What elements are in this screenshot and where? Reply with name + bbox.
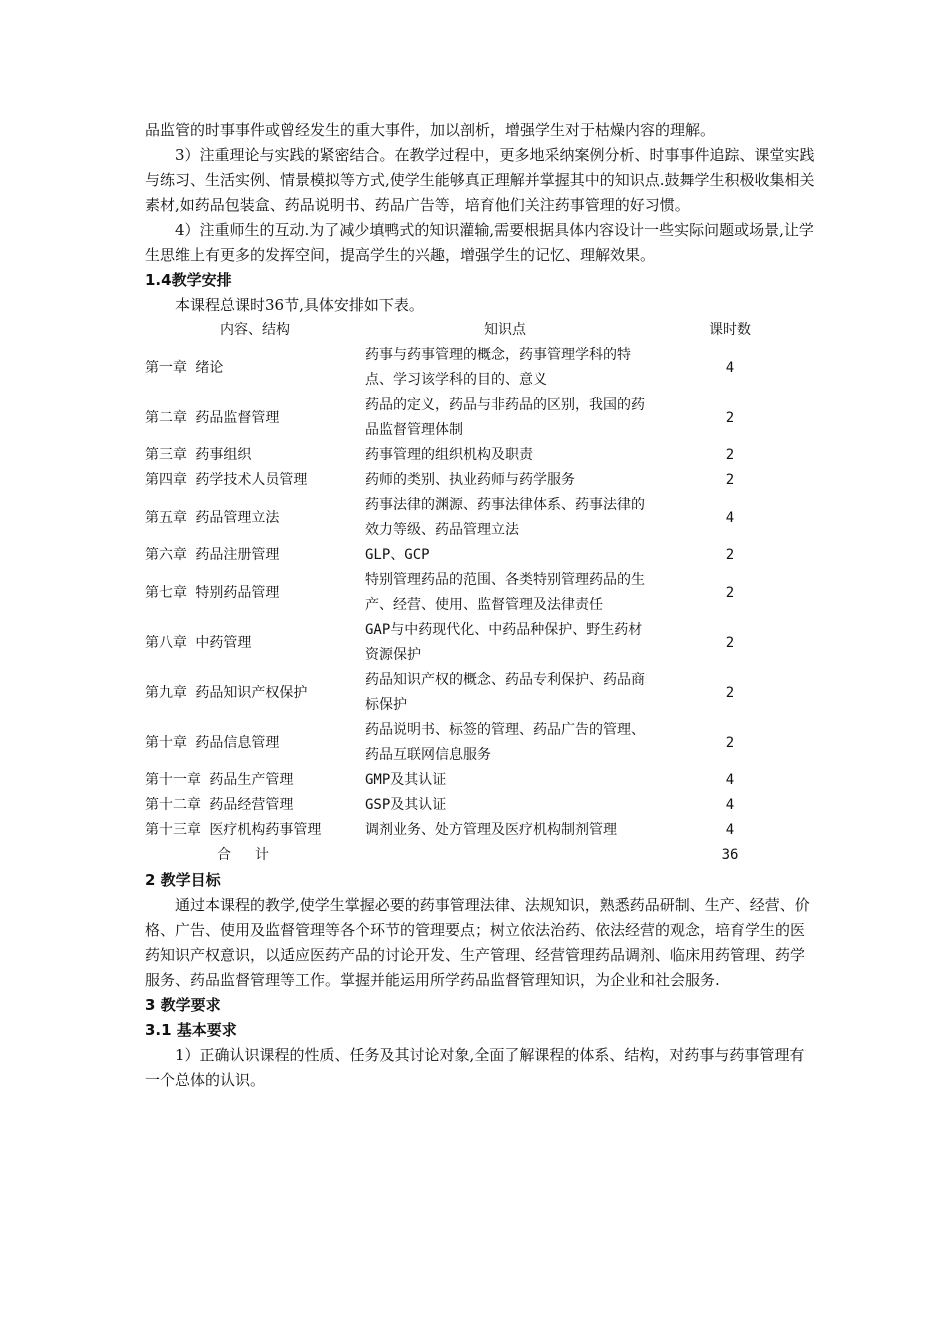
knowledge-cell: GLP、GCP — [365, 547, 430, 563]
table-row — [145, 393, 815, 443]
hours-cell: 2 — [725, 634, 735, 651]
chapter-cell: 第二章 药品监督管理 — [145, 409, 280, 426]
knowledge-cell: 调剂业务、处方管理及医疗机构制剂管理 — [365, 822, 617, 838]
section-1-4-intro: 本课程总课时36节,具体安排如下表。 — [175, 296, 424, 314]
chapter-cell: 第十二章 药品经营管理 — [145, 797, 294, 813]
section-3-1-body: 1）正确认识课程的性质、任务及其讨论对象,全面了解课程的体系、结构，对药事与药事管理有一个总体的认识。 — [145, 1046, 805, 1089]
chapter-cell: 第十章 药品信息管理 — [145, 734, 280, 751]
header-hours: 课时数 — [709, 322, 751, 338]
header-content: 内容、结构 — [220, 322, 290, 338]
table-row — [145, 618, 815, 668]
table-row — [145, 568, 815, 618]
knowledge-cell: 药品知识产权的概念、药品专利保护、药品商标保护 — [365, 672, 645, 713]
table-row — [145, 768, 815, 793]
knowledge-cell: GSP及其认证 — [365, 797, 447, 813]
table-row — [145, 543, 815, 568]
table-row — [145, 718, 815, 768]
chapter-cell: 第八章 中药管理 — [145, 634, 252, 651]
table-row — [145, 793, 815, 818]
paragraph-continuation: 品监管的时事事件或曾经发生的重大事件，加以剖析，增强学生对于枯燥内容的理解。 — [145, 121, 716, 139]
knowledge-cell: 特别管理药品的范围、各类特别管理药品的生产、经营、使用、监督管理及法律责任 — [365, 572, 645, 613]
table-row — [145, 818, 815, 843]
hours-cell: 2 — [725, 734, 735, 751]
table-row — [145, 343, 815, 393]
chapter-cell: 第四章 药学技术人员管理 — [145, 472, 308, 488]
hours-cell: 4 — [725, 822, 735, 838]
hours-cell: 2 — [725, 472, 735, 488]
section-2-body: 通过本课程的教学,使学生掌握必要的药事管理法律、法规知识，熟悉药品研制、生产、经营、价格、广告、使用及监督管理等各个环节的管理要点；树立依法治药、依法经营的观念，培育学生的医药知识产权意识，以适应医药产品的讨论开发、生产管理、经营管理药品调剂、临床用药管理、药学服务、药品监督管理等工作。掌握并能运用所学药品监督管理知识，为企业和社会服务. — [145, 896, 810, 989]
total-empty-cell — [365, 843, 645, 868]
knowledge-cell: 药事与药事管理的概念，药事管理学科的特点、学习该学科的目的、意义 — [365, 347, 631, 388]
section-3-heading: 3 教学要求 — [145, 996, 221, 1014]
table-total-row — [145, 843, 815, 868]
hours-cell: 2 — [725, 409, 735, 426]
hours-cell: 2 — [725, 547, 735, 563]
table-row — [145, 493, 815, 543]
chapter-cell: 第五章 药品管理立法 — [145, 509, 280, 526]
chapter-cell: 第九章 药品知识产权保护 — [145, 684, 308, 701]
chapter-cell: 第七章 特别药品管理 — [145, 584, 280, 601]
chapter-cell: 第十一章 药品生产管理 — [145, 772, 294, 788]
chapter-cell: 第六章 药品注册管理 — [145, 547, 280, 563]
hours-cell: 4 — [725, 359, 735, 376]
paragraph-point-4: 4）注重师生的互动.为了减少填鸭式的知识灌输,需要根据具体内容设计一些实际问题或场景,让学生思维上有更多的发挥空间，提高学生的兴趣，增强学生的记忆、理解效果。 — [145, 221, 814, 264]
document-page — [145, 118, 815, 1093]
chapter-cell: 第一章 绪论 — [145, 359, 224, 376]
table-row — [145, 468, 815, 493]
table-header-row — [145, 318, 815, 343]
knowledge-cell: 药品的定义，药品与非药品的区别，我国的药品监督管理体制 — [365, 397, 645, 438]
knowledge-cell: 药品说明书、标签的管理、药品广告的管理、药品互联网信息服务 — [365, 722, 645, 763]
chapter-cell: 第十三章 医疗机构药事管理 — [145, 822, 322, 838]
section-3-1-heading: 3.1 基本要求 — [145, 1021, 237, 1039]
knowledge-cell: GAP与中药现代化、中药品种保护、野生药材资源保护 — [365, 622, 643, 663]
knowledge-cell: GMP及其认证 — [365, 772, 447, 788]
knowledge-cell: 药事管理的组织机构及职责 — [365, 447, 533, 463]
hours-cell: 2 — [725, 584, 735, 601]
section-2-heading: 2 教学目标 — [145, 871, 221, 889]
chapter-cell: 第三章 药事组织 — [145, 447, 252, 463]
hours-cell: 4 — [725, 797, 735, 813]
section-1-4-heading: 1.4教学安排 — [145, 271, 232, 289]
paragraph-point-3: 3）注重理论与实践的紧密结合。在教学过程中，更多地采纳案例分析、时事事件追踪、课堂实践与练习、生活实例、情景模拟等方式,使学生能够真正理解并掌握其中的知识点.鼓舞学生积极收集相关素材,如药品包装盒、药品说明书、药品广告等，培育他们关注药事管理的好习惯。 — [145, 146, 815, 214]
knowledge-cell: 药师的类别、执业药师与药学服务 — [365, 472, 575, 488]
table-row — [145, 443, 815, 468]
header-knowledge: 知识点 — [484, 322, 526, 338]
hours-cell: 2 — [725, 447, 735, 463]
schedule-table — [145, 318, 815, 868]
total-hours: 36 — [721, 847, 739, 863]
total-label: 合计 — [217, 847, 293, 863]
hours-cell: 4 — [725, 772, 735, 788]
knowledge-cell: 药事法律的渊源、药事法律体系、药事法律的效力等级、药品管理立法 — [365, 497, 645, 538]
hours-cell: 2 — [725, 684, 735, 701]
table-row — [145, 668, 815, 718]
hours-cell: 4 — [725, 509, 735, 526]
